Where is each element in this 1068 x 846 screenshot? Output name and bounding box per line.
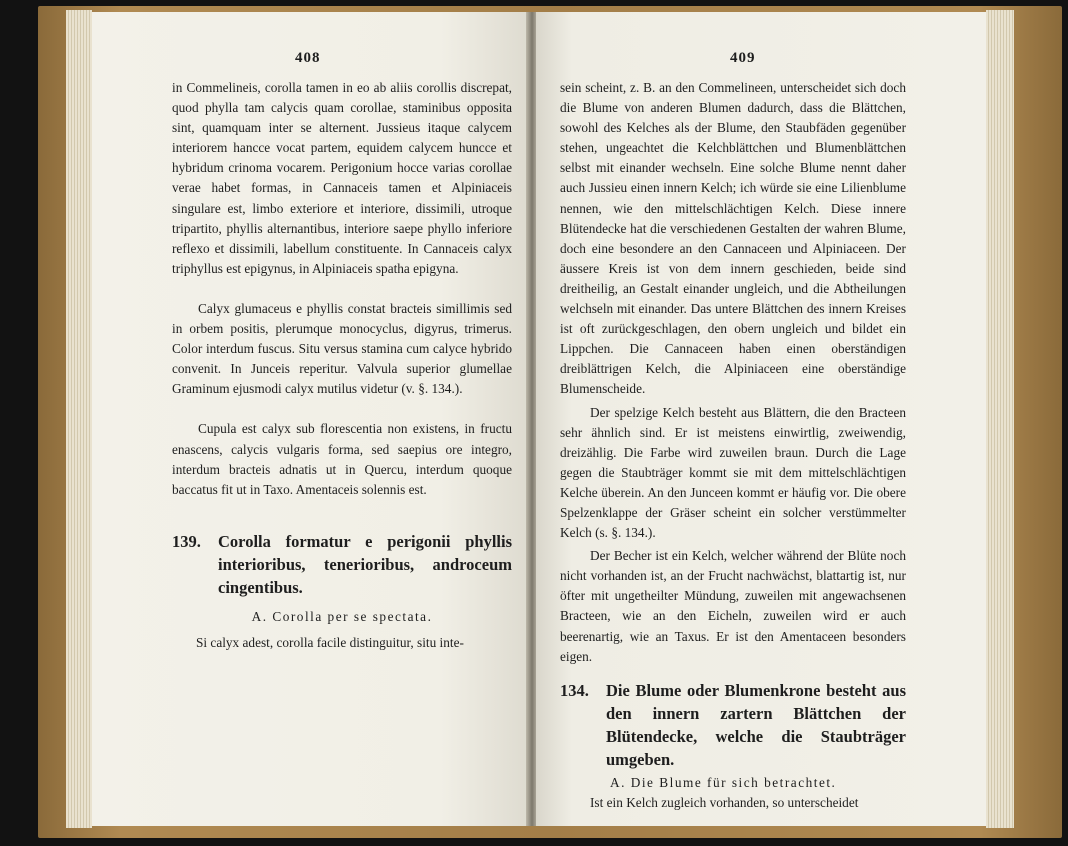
page-number: 408 (295, 50, 321, 66)
right-text-block (560, 78, 906, 813)
section-heading (560, 679, 906, 771)
left-page (92, 12, 528, 826)
section-heading (172, 530, 512, 599)
section-number: 134. (560, 680, 589, 700)
paragraph: Si calyx adest, corolla facile distinguitur, situ inte- (196, 634, 464, 650)
paragraph: Calyx glumaceus e phyllis constat bracteis simillimis sed in orbem positis, plerumque monocyclus, digyrus, trimerus. Color interdum fuscus. Situ versus stamina cum calyce hybrido convenit. In Junceis reperitur. Valvula superior glumellae Graminum ejusmodi calyx mutilus videtur (v. §. 134.). (172, 300, 512, 397)
section-title: Corolla formatur e perigonii phyllis interioribus, tenerioribus, androceum cingentibus. (218, 531, 512, 597)
page-number: 409 (730, 50, 756, 66)
subheading: A. Corolla per se spectata. (251, 608, 433, 624)
paragraph: Der Becher ist ein Kelch, welcher während der Blüte noch nicht vorhanden ist, an der Frucht nachwächst, blattartig ist, nur öfter mit ungetheilter Mündung, zuweilen mit angewachsenen Bracteen, wie an den Eicheln, zuweilen wird er auch beerenartig, wie an Taxus. Er ist den Amentaceen besonders eigen. (560, 548, 906, 664)
paragraph: in Commelineis, corolla tamen in eo ab aliis corollis discrepat, quod phylla tam calycis quam corollae, staminibus opposita sint, quamquam inter se alternent. Jussieus itaque calycem interiorem hancce vocat partem, equidem calycem huncce et hybridum crinoma vocarem. Perigonium hocce varias corollae verae habet formas, in Cannaceis tamen et Alpiniaceis singulare est, limbo exteriore et interiore, dissimili, utroque tripartito, phyllis alternantibus, interiore saepe phyllo inferiore reflexo et dissimili, labellum constituente. In Cannaceis calyx triphyllus est epigynus, in Alpiniaceis spatha epigyna. (172, 80, 512, 276)
subheading: A. Die Blume für sich betrachtet. (610, 774, 837, 790)
page-edges-right (986, 10, 1014, 828)
section-title: Die Blume oder Blumenkrone besteht aus den innern zartern Blättchen der Blütendecke, welche die Staubträger umgeben. (606, 680, 906, 769)
paragraph: Der spelzige Kelch besteht aus Blättern, die den Bracteen sehr ähnlich sind. Er ist meistens einwirtlig, zweiwendig, dreizählig. Die Farbe wird zuweilen braun. Durch die Lage gegen die Staubträger kommt sie mit dem mittelschlächtigen Kelche überein. An den Junceen kommt er häufig vor. Die obere Spelzenklappe der Gräser scheint ein solcher verstümmelter Kelch (s. §. 134.). (560, 404, 906, 541)
paragraph: Cupula est calyx sub florescentia non existens, in fructu enascens, calycis vulgaris forma, sed saepius ore integro, interdum bracteis adnatis ut in Quercu, interdum quoque baccatus fit ut in Taxo. Amentaceis solennis est. (172, 421, 512, 497)
page-edges-left (66, 10, 92, 828)
paragraph: Ist ein Kelch zugleich vorhanden, so unterscheidet (590, 794, 859, 810)
left-text-block (172, 78, 512, 653)
right-page (536, 12, 986, 826)
paragraph: sein scheint, z. B. an den Commelineen, unterscheidet sich doch die Blume von anderen Blumen dadurch, dass die Blättchen, sowohl des Kelches als der Blume, den Staubfäden gegenüber stehen, ungeachtet die Kelchblättchen und Blumenblättchen selbst mit einander wechseln. Eine solche Blume nennt daher auch Jussieu einen innern Kelch; ich würde sie eine Lilienblume nennen, wie den mittelschlächtigen Kelch. Diese innere Blütendecke hat die verschiedenen Gestalten der wahren Blume, doch eine besondere an den Cannaceen und Alpiniaceen. Der äussere Kreis ist von dem innern geschieden, beide sind dreitheilig, an Gestalt einander ungleich, und die Abtheilungen welchseln mit einander. Das untere Blättchen des innern Kreises ist oft zurückgeschlagen, den obern ungleich und bildet ein Lippchen. Die Cannaceen haben einen oberständigen dreiblättrigen Kelch, die Alpiniaceen eine oberständige Blumenscheide. (560, 80, 906, 397)
section-number: 139. (172, 531, 201, 551)
